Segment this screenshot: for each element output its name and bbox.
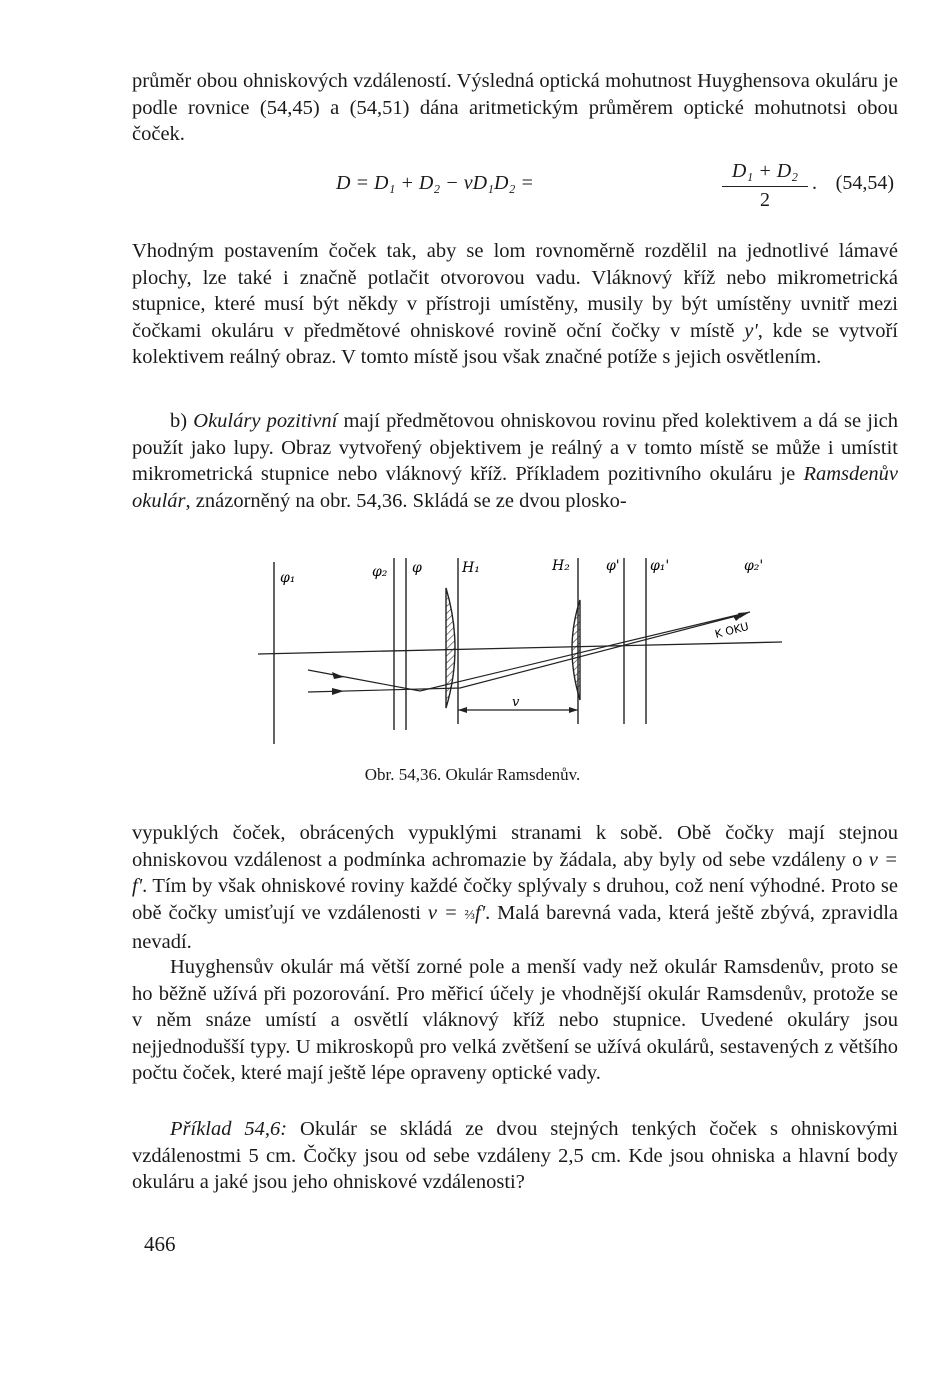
label-phi1-prime: φ₁' [650, 558, 670, 574]
paragraph-comparison [132, 954, 898, 1087]
light-ray-lower [308, 614, 744, 692]
example-title: Příklad 54,6: [170, 1118, 288, 1140]
arrowhead-lower-left [332, 688, 344, 695]
formula-v-prefix: v = [427, 901, 465, 924]
formula-f-prime: f' [475, 901, 486, 924]
symbol-y-prime: y' [744, 319, 758, 342]
lens-eye [572, 600, 580, 700]
paragraph-text: vypuklých čoček, obrácených vypuklými stranami k sobě. Obě čočky mají stejnou ohniskovou vzdálenost a podmínka achromazie by žádala, aby byly od sebe vzdáleny o [132, 822, 898, 871]
optical-axis [258, 642, 782, 654]
label-phi: φ [412, 560, 422, 576]
label-h1: H₁ [462, 560, 480, 576]
paragraph-text: Huyghensův okulár má větší zorné pole a menší vady než okulár Ramsdenův, proto se ho běžně užívá při pozorování. Pro měřicí účely je vhodnější okulár Ramsdenův, protože se v něm snáze umístí a osvětlí vláknový kříž nebo stupnice. Uvedené okuláry jsou nejjednodušší typy. U mikroskopů pro velká zvětšení se užívá okulárů, sestavených z většího počtu čoček, které mají ještě lépe opraveny optické vady. [132, 956, 898, 1084]
figure-caption: Obr. 54,36. Okulár Ramsdenův. [364, 765, 581, 784]
paragraph-huyghens-power [132, 68, 898, 148]
label-phi1: φ₁ [280, 570, 296, 586]
label-v: v [512, 695, 520, 710]
equation-54-54 [132, 160, 898, 220]
fraction-bar [722, 186, 808, 187]
arrowhead-out-lower [733, 614, 744, 621]
distance-arrow-left [458, 707, 467, 713]
equation-lhs: D = D₁ + D₂ − vD₁D₂ = [336, 172, 534, 194]
distance-arrow-right [569, 707, 578, 713]
formula-two-thirds: ⅔ [464, 907, 476, 923]
paragraph-text: , znázorněný na obr. 54,36. Skládá se ze dvou plosko- [185, 489, 627, 512]
ramsden-eyepiece-diagram [250, 548, 790, 748]
label-phi2-prime: φ₂' [744, 558, 764, 574]
list-marker: b) [170, 410, 194, 432]
term-ramsden-eyepiece: Ramsdenův okulár [132, 463, 898, 512]
paragraph-text: Vhodným postavením čoček tak, aby se lom rovnoměrně rozdělil na jednotlivé lámavé plochy, lze také i značně potlačit otvorovou vadu. Vláknový kříž nebo mikrometrická stupnice, které musí být někdy v přístroji umístěny, musily by být umístěny uvnitř mezi čočkami okuláru v předmětové ohniskové rovině oční čočky v místě [132, 240, 898, 342]
paragraph-positive-eyepieces [132, 408, 898, 514]
paragraph-text: . Tím by však ohniskové roviny každé čočky splývaly s druhou, což není výhodné. Proto se obě čočky umisťují ve vzdálenosti [132, 875, 898, 924]
formula-v-equals-f: v = f' [132, 848, 898, 897]
fraction-numerator: D₁ + D₂ [731, 160, 799, 182]
label-h2: H₂ [552, 558, 570, 574]
paragraph-ramsden-description [132, 820, 898, 956]
equation-fraction [722, 160, 808, 212]
lens-collective [446, 588, 455, 708]
paragraph-text: , kde se vytvoří kolektivem reálný obraz. V tomto místě jsou však značné potíže s jejich osvětlením. [132, 319, 898, 368]
paragraph-text: mají předmětovou ohniskovou rovinu před kolektivem a dá se jich použít jako lupy. Obraz vytvořený objektivem je reálný a v tomto místě se může i umístit mikrometrická stupnice nebo vláknový kříž. Příkladem pozitivního okuláru je [132, 410, 899, 485]
fraction-denominator: 2 [760, 189, 770, 211]
page-number: 466 [144, 1232, 176, 1256]
arrowhead-upper-left [332, 672, 344, 679]
label-k-oku: K OKU [713, 619, 751, 641]
paragraph-text: Okulár se skládá ze dvou stejných tenkých čoček s ohniskovými vzdálenostmi 5 cm. Čočky jsou od sebe vzdáleny 2,5 cm. Kde jsou ohniska a hlavní body okuláru a jaké jsou jeho ohniskové vzdálenosti? [132, 1118, 898, 1193]
label-phi2: φ₂ [372, 564, 388, 580]
equation-number: (54,54) [835, 172, 894, 194]
paragraph-text: . Malá barevná vada, která ještě zbývá, zpravidla nevadí. [132, 901, 898, 953]
paragraph-text: průměr obou ohniskových vzdáleností. Výsledná optická mohutnost Huyghensova okuláru je podle rovnice (54,45) a (54,51) dána aritmetickým průměrem optické mohutnotsi obou čoček. [132, 70, 898, 145]
paragraph-lens-placement [132, 238, 898, 371]
label-phi-prime: φ' [606, 558, 620, 574]
paragraph-example [132, 1116, 898, 1196]
equation-period: . [812, 172, 817, 194]
term-positive-eyepieces: Okuláry pozitivní [193, 410, 338, 432]
